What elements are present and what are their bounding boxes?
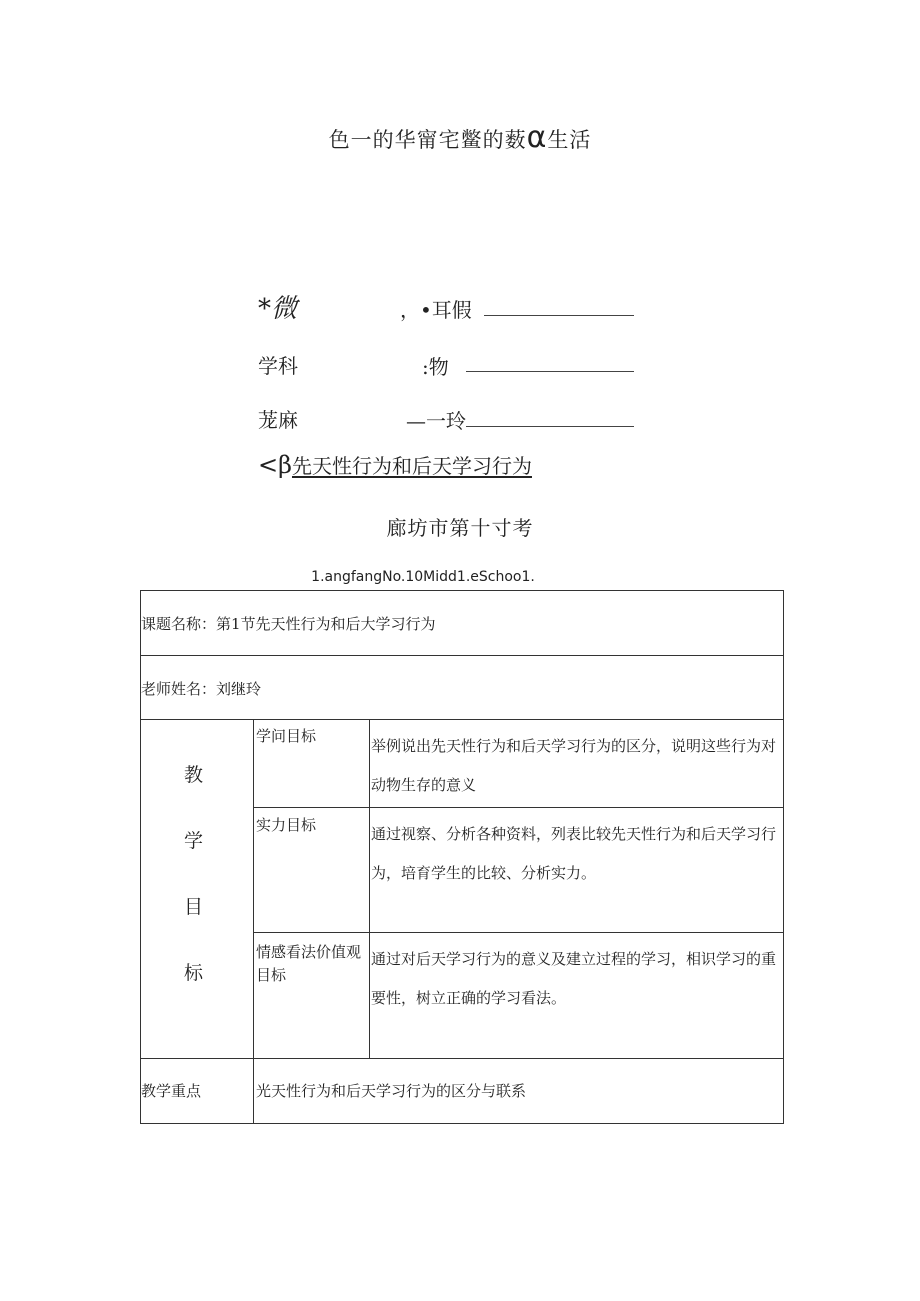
- goal-text-attitude: 通过对后天学习行为的意义及建立过程的学习，相识学习的重要性，树立正确的学习看法。: [371, 950, 777, 1007]
- table-rule: [140, 1058, 784, 1059]
- goals-label-char: 目: [184, 896, 204, 918]
- goal-text-ability: 通过视察、分析各种资料，列表比较先天性行为和后天学习行为，培育学生的比较、分析实力。: [371, 825, 777, 882]
- meta-underline-2: [466, 371, 634, 372]
- goal-name-ability: 实力目标: [256, 816, 317, 834]
- goals-label-char: 标: [184, 962, 204, 984]
- teacher-cell: 老师姓名：刘继玲: [141, 680, 262, 698]
- lesson-prefix: <β: [258, 451, 292, 479]
- topic-cell: 课题名称：第1节先天性行为和后大学习行为: [141, 615, 436, 633]
- table-rule: [369, 719, 370, 1058]
- document-heading: [0, 120, 920, 155]
- meta-value-2: :物: [422, 355, 449, 379]
- goal-text-knowledge: 举例说出先天性行为和后天学习行为的区分，说明这些行为对动物生存的意义: [371, 737, 777, 794]
- goal-name-knowledge: 学问目标: [256, 727, 317, 745]
- goals-label-char: 学: [184, 830, 204, 852]
- meta-label-2: 学科: [258, 354, 298, 378]
- key-point-text: 光天性行为和后天学习行为的区分与联系: [256, 1082, 527, 1100]
- school-name-en: 1.angfangNo.10Midd1.eSchoo1.: [311, 569, 535, 585]
- heading-alpha: α: [526, 120, 548, 155]
- goal-name-attitude: 情感看法价值观目标: [256, 943, 362, 984]
- table-rule: [253, 932, 784, 933]
- meta-label-3: 茏麻: [258, 408, 298, 432]
- meta-label-1: *微: [258, 294, 298, 324]
- meta-underline-3: [466, 426, 634, 427]
- meta-underline-1: [484, 315, 634, 316]
- school-name-cn: 廊坊市第十寸考: [386, 516, 534, 540]
- lesson-title-link[interactable]: 先天性行为和后天学习行为: [291, 454, 532, 478]
- table-rule: [140, 655, 784, 656]
- meta-value-3: —一玲: [406, 409, 466, 433]
- lesson-title: [258, 450, 532, 479]
- heading-text-pre: 色一的华甯宅鳖的薮: [328, 128, 527, 152]
- goals-label-char: 教: [184, 764, 204, 786]
- table-rule: [253, 807, 784, 808]
- key-point-label: 教学重点: [141, 1082, 202, 1100]
- table-rule: [253, 719, 254, 1124]
- heading-text-post: 生活: [547, 128, 592, 152]
- table-rule: [140, 719, 784, 720]
- meta-value-1: ，•耳假: [400, 298, 472, 322]
